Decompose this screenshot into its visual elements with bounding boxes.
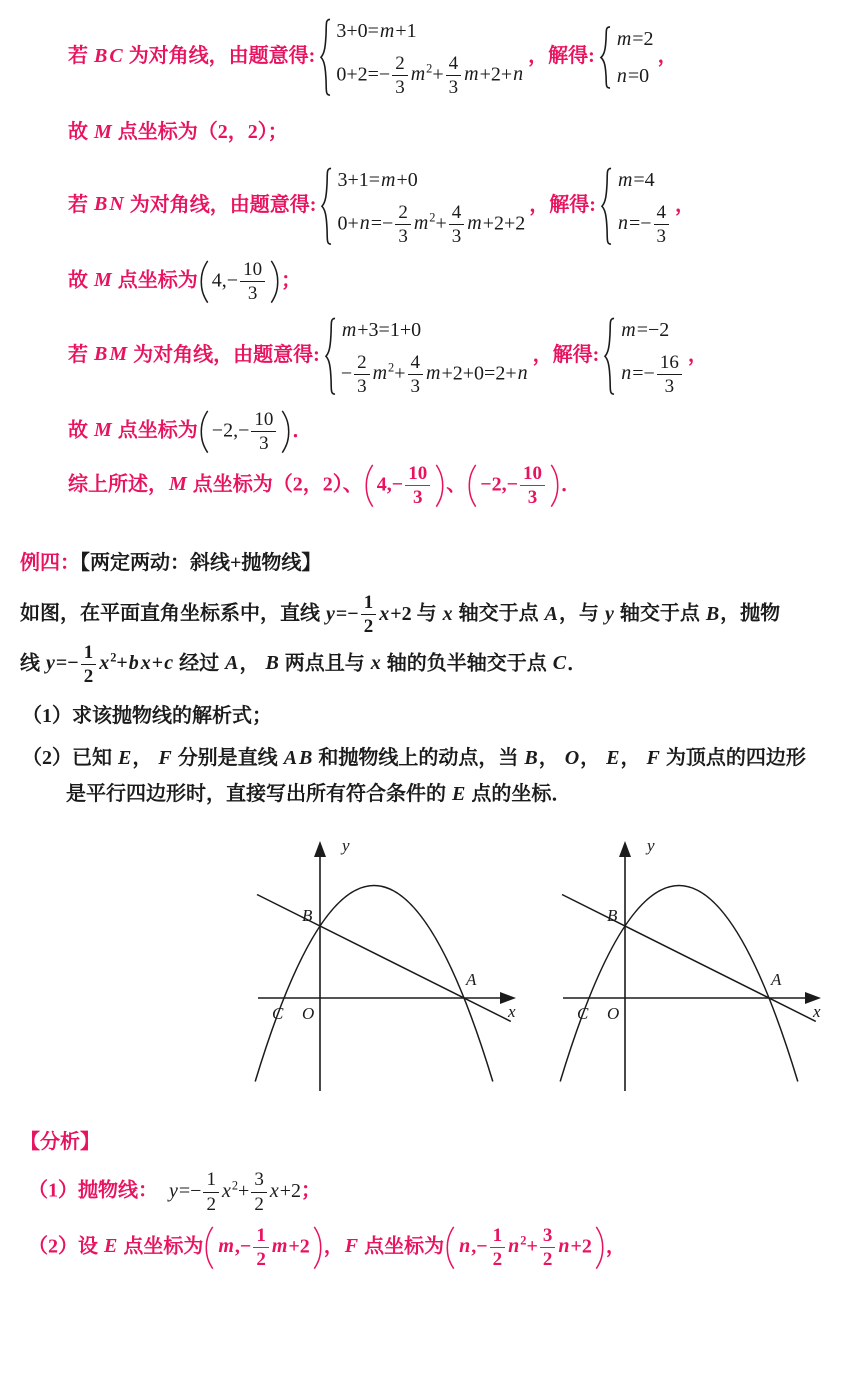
text-run: ，	[687, 343, 708, 366]
math-run: F	[158, 747, 172, 770]
equation-system	[319, 16, 524, 99]
fraction: $\frac{4}{3}$	[408, 352, 424, 398]
text-run: 如图，在平面直角坐标系中，直线	[20, 602, 325, 625]
text-run: ，与	[558, 602, 604, 625]
math-run: B	[524, 747, 538, 770]
text-run: 经过	[174, 652, 225, 675]
line-m-result-3	[20, 409, 822, 455]
curly-brace-icon	[603, 316, 616, 397]
math-run: x	[370, 652, 381, 675]
text-run: ，	[605, 1235, 626, 1258]
equation-row: 3+1=m+0	[337, 168, 418, 191]
text-run: 点坐标为	[112, 419, 198, 442]
equation-system	[600, 165, 671, 248]
text-run: 故	[68, 269, 93, 292]
text-run: 点坐标为（2，2）、	[187, 473, 363, 496]
text-run: ，	[323, 1235, 344, 1258]
fraction: $\frac{16}{3}$	[657, 352, 682, 398]
text-run: 例四：	[20, 552, 80, 575]
problem-text-2	[20, 642, 822, 688]
paren-group: m,− $\frac{1}{2}$ m+2	[205, 1225, 321, 1271]
question-1	[20, 701, 822, 731]
label-point-b: B	[607, 906, 618, 926]
math-run: M	[169, 473, 187, 496]
line-bn-diagonal	[20, 163, 822, 250]
paren-group: −2,− $\frac{10}{3}$	[468, 463, 559, 509]
curly-brace-icon	[324, 316, 337, 397]
math-run: M	[94, 120, 112, 143]
math-run: y=− $\frac{1}{2}$ $x^2+b$ x+c	[46, 641, 174, 687]
math-run: E	[452, 783, 466, 806]
fraction: $\frac{4}{3}$	[449, 202, 465, 248]
equation-row: m=−2	[621, 318, 670, 341]
right-paren-icon	[313, 1226, 322, 1270]
fraction: $\frac{1}{2}$	[81, 642, 97, 688]
left-paren-icon	[365, 464, 374, 508]
text-run: 两点且与	[279, 652, 370, 675]
math-run: F	[344, 1235, 359, 1258]
text-run: ．	[561, 473, 581, 496]
right-paren-icon	[435, 464, 444, 508]
text-run: 和抛物线上的动点，当	[313, 747, 524, 770]
label-point-c: C	[577, 1004, 589, 1024]
math-run: x	[442, 602, 453, 625]
text-run: 轴的负半轴交于点	[381, 652, 552, 675]
analysis-2	[20, 1225, 822, 1271]
left-paren-icon	[200, 410, 209, 454]
left-paren-icon	[200, 260, 209, 304]
curly-brace-icon	[600, 166, 613, 247]
math-run: y=− $\frac{1}{2}$ x+2	[326, 592, 412, 638]
text-run: 为对角线，由题意得:	[128, 343, 320, 366]
math-run: y=− $\frac{1}{2}$ $x^2+$ $\frac{3}{2}$ x+2	[169, 1169, 301, 1215]
right-paren-icon	[281, 410, 290, 454]
fraction: $\frac{10}{3}$	[251, 409, 276, 455]
text-run: 点的坐标．	[466, 783, 572, 806]
fraction: $\frac{3}{2}$	[540, 1225, 556, 1271]
math-run: E	[104, 1235, 118, 1258]
label-point-a: A	[466, 970, 477, 990]
text-run: ，	[580, 747, 606, 770]
equation-row: 0+2=− $\frac{2}{3}$ $m^2+$ $\frac{4}{3}$ m+2+n	[336, 53, 524, 99]
solution-section	[20, 14, 822, 809]
left-paren-icon	[468, 464, 477, 508]
label-point-a: A	[771, 970, 782, 990]
text-run: ．	[292, 419, 313, 442]
text-run: 为对角线，由题意得:	[123, 44, 316, 67]
fraction: $\frac{1}{2}$	[253, 1225, 269, 1271]
equation-row: 3+0=m+1	[336, 20, 417, 42]
line-m-result-1	[20, 117, 822, 147]
text-run: ，解得:	[532, 343, 600, 366]
text-run: ，	[620, 747, 646, 770]
text-run: （2）已知	[22, 747, 117, 770]
paren-group: n,− $\frac{1}{2}$ $n^2+$ $\frac{3}{2}$ n+2	[446, 1225, 604, 1271]
text-run: ，	[657, 44, 678, 67]
text-run: 点坐标为	[359, 1235, 445, 1258]
math-run: C	[552, 652, 567, 675]
text-run: ，抛物	[720, 602, 781, 625]
heading-example-4	[20, 548, 822, 578]
text-run: ，	[538, 747, 564, 770]
paren-group: 4,− $\frac{10}{3}$	[365, 463, 444, 509]
equation-row: 0+n=− $\frac{2}{3}$ $m^2+$ $\frac{4}{3}$ m+2+2	[337, 201, 526, 247]
label-y-axis: y	[342, 836, 350, 856]
text-run: 是平行四边形时，直接写出所有符合条件的	[66, 783, 451, 806]
line-bc-diagonal	[20, 14, 822, 101]
fraction: $\frac{3}{2}$	[251, 1169, 267, 1215]
math-run: M	[94, 419, 112, 442]
fraction: $\frac{10}{3}$	[520, 463, 545, 509]
parabola-curve	[560, 886, 798, 1082]
analysis-section	[20, 1127, 822, 1270]
label-x-axis: x	[508, 1002, 516, 1022]
math-run: E	[606, 747, 620, 770]
analysis-1	[20, 1169, 822, 1215]
line-summary	[20, 463, 822, 509]
text-run: 综上所述，	[68, 473, 168, 496]
text-run: 若	[68, 44, 93, 67]
equation-system	[320, 165, 525, 248]
text-run: 若	[68, 193, 93, 216]
label-x-axis: x	[813, 1002, 821, 1022]
label-point-b: B	[302, 906, 313, 926]
text-run: ．	[567, 652, 588, 675]
curly-brace-icon	[599, 25, 612, 90]
problem-text-1	[20, 592, 822, 638]
fraction: $\frac{4}{3}$	[446, 53, 462, 99]
math-run: y	[604, 602, 614, 625]
paren-group: −2,− $\frac{10}{3}$	[200, 409, 291, 455]
text-run: （2）设	[28, 1235, 103, 1258]
text-run: 点坐标为（2，2）；	[112, 120, 288, 143]
question-2-cont	[20, 779, 822, 809]
label-origin: O	[607, 1004, 620, 1024]
text-run: 故	[68, 419, 93, 442]
curly-brace-icon	[319, 17, 332, 98]
text-run: 【两定两动：斜线+抛物线】	[80, 552, 322, 575]
coordinate-graph-right	[555, 833, 825, 1095]
right-paren-icon	[595, 1226, 604, 1270]
text-run: ，解得:	[529, 193, 596, 216]
math-run: M	[94, 269, 112, 292]
equation-row: − $\frac{2}{3}$ $m^2+$ $\frac{4}{3}$ m+2+0=2+n	[340, 351, 528, 397]
label-origin: O	[302, 1004, 315, 1024]
text-run: 点坐标为	[112, 269, 198, 292]
curly-brace-icon	[320, 166, 333, 247]
text-run: 为对角线，由题意得:	[124, 193, 317, 216]
text-run: （1）求该抛物线的解析式；	[22, 705, 272, 728]
equation-row: n=0	[616, 64, 650, 87]
left-paren-icon	[446, 1226, 455, 1270]
equation-row: m=4	[617, 168, 655, 191]
text-run: ；	[301, 1179, 321, 1202]
equation-row: m+3=1+0	[341, 318, 422, 341]
math-run: O	[564, 747, 580, 770]
equation-system	[603, 315, 684, 398]
text-run: ，解得:	[528, 44, 595, 67]
right-paren-icon	[550, 464, 559, 508]
text-run: 为顶点的四边形	[660, 747, 806, 770]
fraction: $\frac{1}{2}$	[203, 1169, 219, 1215]
math-run: F	[646, 747, 660, 770]
equation-system	[599, 24, 654, 91]
y-axis-arrow-icon	[314, 841, 326, 857]
line-bm-diagonal	[20, 313, 822, 400]
figure-row	[20, 833, 822, 1095]
math-run: E	[118, 747, 132, 770]
fraction: $\frac{2}{3}$	[354, 352, 370, 398]
text-run: 若	[68, 343, 93, 366]
parabola-curve	[255, 886, 493, 1082]
paren-group: 4,− $\frac{10}{3}$	[200, 259, 279, 305]
text-run: （1）抛物线：	[28, 1179, 168, 1202]
math-run: B	[705, 602, 720, 625]
equation-row: n=− $\frac{16}{3}$	[620, 352, 684, 398]
math-run: B	[265, 652, 279, 675]
fraction: $\frac{2}{3}$	[392, 53, 408, 99]
text-run: 、	[446, 473, 467, 496]
fraction: $\frac{4}{3}$	[654, 202, 670, 248]
math-run: B N	[94, 193, 124, 216]
equation-system	[324, 315, 529, 398]
y-axis-arrow-icon	[619, 841, 631, 857]
equation-row: n=− $\frac{4}{3}$	[617, 202, 671, 248]
text-run: 故	[68, 120, 93, 143]
right-paren-icon	[270, 260, 279, 304]
line-ab	[257, 895, 511, 1022]
text-run: ，	[239, 652, 265, 675]
text-run: 分别是直线	[172, 747, 283, 770]
fraction: $\frac{1}{2}$	[490, 1225, 506, 1271]
line-ab	[562, 895, 816, 1022]
text-run: ；	[281, 269, 302, 292]
math-run: B M	[94, 343, 128, 366]
text-run: ，	[675, 193, 695, 216]
coordinate-graph-left	[250, 833, 520, 1095]
math-run: A	[544, 602, 558, 625]
label-point-c: C	[272, 1004, 284, 1024]
label-y-axis: y	[647, 836, 655, 856]
math-run: A	[225, 652, 239, 675]
fraction: $\frac{2}{3}$	[395, 202, 411, 248]
math-run: A B	[283, 747, 313, 770]
text-run: 轴交于点	[453, 602, 544, 625]
text-run: 线	[20, 652, 45, 675]
text-run: ，	[132, 747, 158, 770]
text-run: 轴交于点	[614, 602, 705, 625]
text-run: 【分析】	[20, 1131, 100, 1154]
text-run: 点坐标为	[118, 1235, 204, 1258]
fraction: $\frac{10}{3}$	[405, 463, 430, 509]
fraction: $\frac{1}{2}$	[361, 592, 377, 638]
question-2	[20, 743, 822, 773]
line-m-result-2	[20, 259, 822, 305]
equation-row: m=2	[616, 27, 654, 50]
heading-analysis	[20, 1127, 822, 1157]
fraction: $\frac{10}{3}$	[240, 259, 265, 305]
text-run: 与	[411, 602, 442, 625]
math-run: B C	[94, 44, 123, 67]
left-paren-icon	[205, 1226, 214, 1270]
